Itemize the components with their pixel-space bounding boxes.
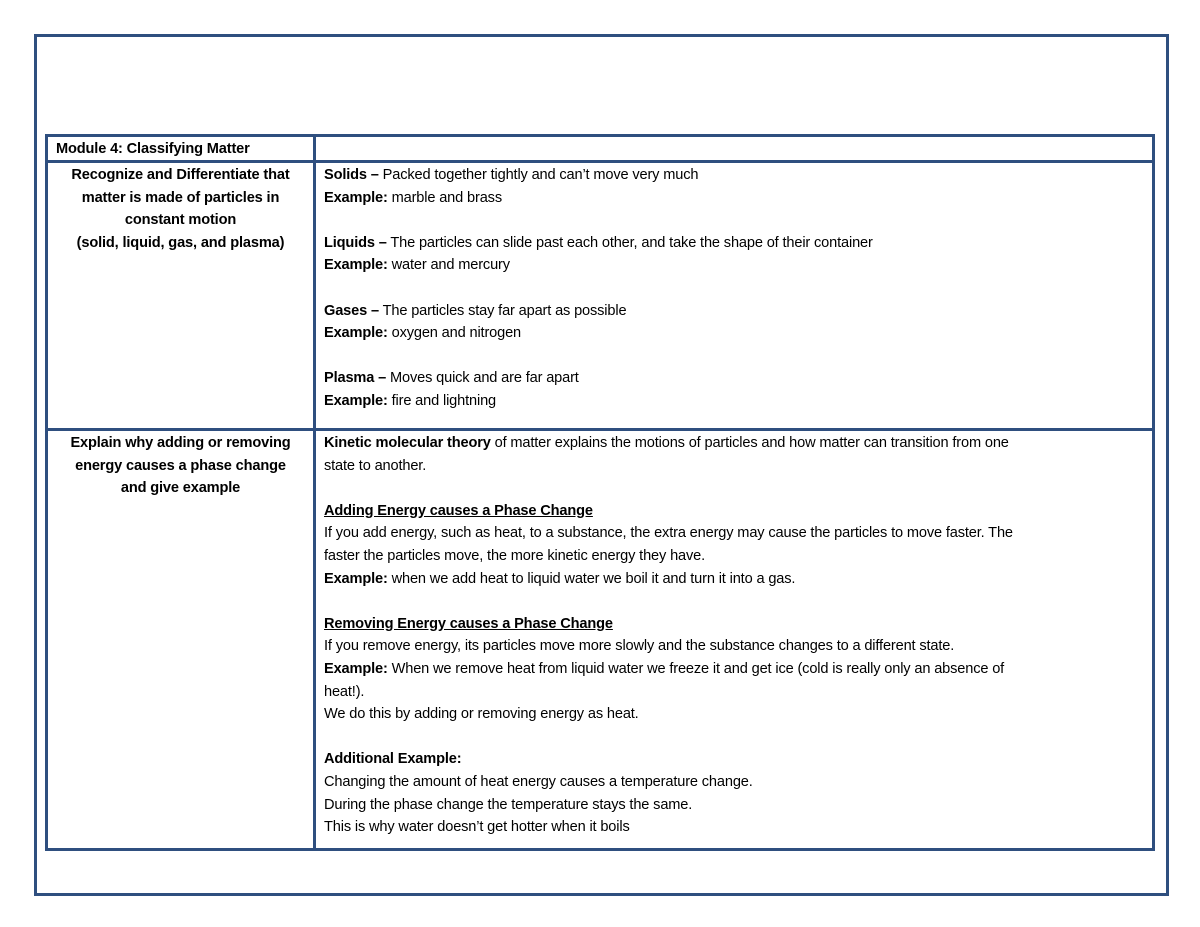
objective-line: constant motion bbox=[124, 212, 237, 229]
row-divider bbox=[48, 160, 1152, 163]
gases-description: The particles stay far apart as possible bbox=[378, 302, 627, 319]
gases-term: Gases – bbox=[324, 302, 379, 319]
kmt-text: of matter explains the motions of particles and how matter can transition from one bbox=[490, 435, 1009, 451]
removing-energy-heading: Removing Energy causes a Phase Change bbox=[324, 615, 613, 632]
phase-change-content bbox=[324, 432, 1144, 839]
objective-line: matter is made of particles in bbox=[81, 189, 280, 206]
example-label: Example: bbox=[324, 189, 388, 206]
kmt-line bbox=[324, 432, 1144, 455]
plasma-term: Plasma – bbox=[324, 370, 387, 387]
plasma-example: fire and lightning bbox=[387, 392, 497, 409]
solids-description: Packed together tightly and can’t move very much bbox=[378, 167, 699, 183]
additional-example-line: Changing the amount of heat energy causes a temperature change. bbox=[324, 773, 753, 790]
objective-phase-change bbox=[48, 432, 313, 500]
objective-line: Explain why adding or removing bbox=[70, 435, 291, 451]
adding-energy-heading: Adding Energy causes a Phase Change bbox=[324, 502, 593, 519]
removing-energy-text: If you remove energy, its particles move more slowly and the substance changes to a different state. bbox=[324, 638, 955, 655]
removing-example-line-2: heat!). bbox=[324, 683, 365, 700]
content-table bbox=[45, 134, 1155, 851]
additional-example-line: This is why water doesn’t get hotter when it boils bbox=[324, 819, 630, 836]
gases-example-line bbox=[324, 322, 1144, 345]
adding-energy-text: faster the particles move, the more kinetic energy they have. bbox=[324, 547, 706, 564]
example-label: Example: bbox=[324, 325, 388, 342]
states-of-matter-content bbox=[324, 164, 1144, 413]
solids-example: marble and brass bbox=[387, 189, 502, 206]
additional-example-line: During the phase change the temperature stays the same. bbox=[324, 796, 693, 813]
liquids-term: Liquids – bbox=[324, 234, 387, 251]
solids-example-line bbox=[324, 187, 1144, 210]
solids-term: Solids – bbox=[324, 167, 379, 183]
liquids-description: The particles can slide past each other, and take the shape of their container bbox=[386, 234, 873, 251]
objective-states-of-matter bbox=[48, 164, 313, 254]
liquids-example-line bbox=[324, 254, 1144, 277]
liquids-line bbox=[324, 232, 1144, 255]
column-divider bbox=[313, 137, 316, 848]
objective-line: and give example bbox=[120, 480, 241, 497]
removing-example: When we remove heat from liquid water we freeze it and get ice (cold is really only an absence of bbox=[387, 660, 1005, 677]
gases-line bbox=[324, 300, 1144, 323]
row-divider bbox=[48, 428, 1152, 431]
kmt-line-2: state to another. bbox=[324, 457, 427, 474]
adding-energy-text: If you add energy, such as heat, to a substance, the extra energy may cause the particles to move faster. The bbox=[324, 525, 1013, 542]
plasma-description: Moves quick and are far apart bbox=[386, 370, 579, 387]
example-label: Example: bbox=[324, 257, 388, 274]
additional-example-label: Additional Example: bbox=[324, 751, 462, 768]
adding-example: when we add heat to liquid water we boil it and turn it into a gas. bbox=[387, 570, 796, 587]
objective-line: energy causes a phase change bbox=[75, 457, 286, 474]
example-label: Example: bbox=[324, 392, 388, 409]
liquids-example: water and mercury bbox=[387, 257, 510, 274]
adding-example-line bbox=[324, 568, 1144, 591]
gases-example: oxygen and nitrogen bbox=[387, 325, 522, 342]
example-label: Example: bbox=[324, 570, 388, 587]
solids-line bbox=[324, 164, 1144, 187]
plasma-line bbox=[324, 367, 1144, 390]
kmt-term: Kinetic molecular theory bbox=[324, 435, 491, 451]
example-label: Example: bbox=[324, 660, 388, 677]
objective-line: Recognize and Differentiate that bbox=[71, 167, 290, 183]
plasma-example-line bbox=[324, 390, 1144, 413]
objective-line: (solid, liquid, gas, and plasma) bbox=[76, 234, 285, 251]
module-title: Module 4: Classifying Matter bbox=[56, 141, 250, 157]
removing-note: We do this by adding or removing energy as heat. bbox=[324, 706, 639, 723]
removing-example-line bbox=[324, 658, 1144, 681]
